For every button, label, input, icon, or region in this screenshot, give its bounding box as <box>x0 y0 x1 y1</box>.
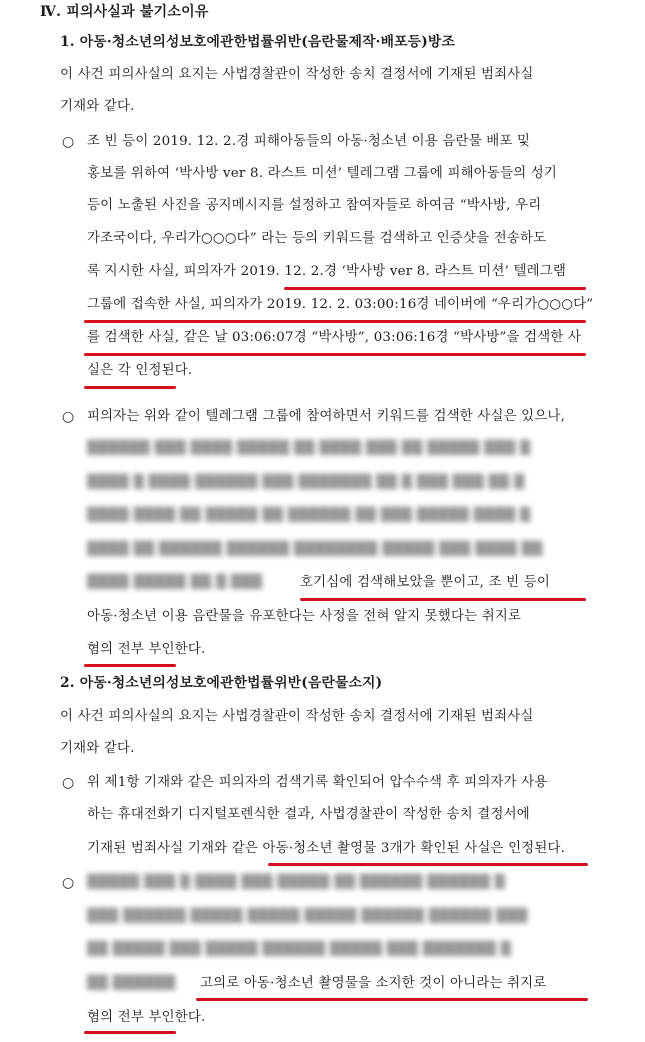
part1-a-line-8: 실은 각 인정된다. <box>87 363 193 378</box>
redacted-text: ▒▒▒▒ ▒▒ ▒▒▒▒▒▒ ▒▒▒▒▒▒ ▒▒▒▒▒▒▒▒ ▒▒▒▒▒ ▒▒▒ ▒▒▒▒ ▒▒ <box>87 542 543 557</box>
highlight-underline <box>84 664 176 667</box>
highlight-underline <box>84 386 176 389</box>
highlight-underline <box>284 287 586 290</box>
redacted-text: ▒▒▒▒ ▒▒▒▒ ▒▒ ▒▒▒▒▒ ▒▒ ▒▒▒▒▒▒ ▒▒ ▒▒▒ ▒▒▒▒▒ ▒▒▒▒ ▒ <box>87 508 531 523</box>
section-title: Ⅳ. 피의사실과 불기소이유 <box>40 4 209 20</box>
part1-a-line-7: 를 검색한 사실, 같은 날 03:06:07경 “박사방”, 03:06:16경 “박사방”을 검색한 사 <box>87 330 582 345</box>
part2-intro-line-2: 기재와 같다. <box>60 741 135 756</box>
redacted-text: ▒▒ ▒▒▒▒▒▒ <box>87 976 176 991</box>
redacted-text: ▒▒▒▒▒▒ ▒▒▒ ▒▒▒▒ ▒▒▒▒▒ ▒▒ ▒▒▒▒ ▒▒▒ ▒▒ ▒▒▒▒▒ ▒▒▒ ▒ <box>87 441 531 456</box>
part1-b-line-2: 호기심에 검색해보았을 뿐이고, 조 빈 등이 <box>300 575 551 590</box>
redacted-text: ▒▒▒▒ ▒ ▒▒▒▒ ▒▒▒▒▒▒ ▒▒▒ ▒▒▒▒▒▒▒ ▒▒ ▒ ▒▒▒ ▒▒▒ ▒▒ ▒ <box>87 475 525 490</box>
highlight-underline <box>268 863 588 866</box>
part1-a-line-4: 가조국이다, 우리가○○○다” 라는 등의 키워드를 검색하고 인증샷을 전송하도 <box>87 231 547 246</box>
redacted-text: ▒▒▒ ▒▒▒▒▒▒ ▒▒▒▒▒ ▒▒▒▒▒ ▒▒▒▒▒ ▒▒▒▒▒▒ ▒▒▒▒▒▒ ▒▒▒ <box>87 909 528 924</box>
part2-a-line-2: 하는 휴대전화기 디지털포렌식한 결과, 사법경찰관이 작성한 송치 결정서에 <box>87 807 530 822</box>
part1-heading: 1. 아동·청소년의성보호에관한법률위반(음란물제작·배포등)방조 <box>60 34 455 50</box>
part1-b-line-4: 혐의 전부 부인한다. <box>87 642 206 657</box>
highlight-underline <box>84 353 586 356</box>
part2-b-line-2: 혐의 전부 부인한다. <box>87 1010 206 1025</box>
part1-intro-line-1: 이 사건 피의사실의 요지는 사법경찰관이 작성한 송치 결정서에 기재된 범죄사실 <box>60 67 534 82</box>
bullet-marker: ○ <box>62 134 75 150</box>
bullet-marker: ○ <box>62 875 75 891</box>
redacted-text: ▒▒▒▒ ▒▒▒▒▒ ▒▒ ▒ ▒▒▒ <box>87 575 263 590</box>
part2-a-line-1: 위 제1항 기재와 같은 피의자의 검색기록 확인되어 압수수색 후 피의자가 사용 <box>87 775 548 790</box>
highlight-underline <box>84 320 586 323</box>
part1-a-line-2: 홍보를 위하여 ‘박사방 ver 8. 라스트 미션’ 텔레그램 그룹에 피해아동들의 성기 <box>87 166 558 181</box>
highlight-underline <box>300 598 586 601</box>
part1-b-line-3: 아동·청소년 이용 음란물을 유포한다는 사정을 전혀 알지 못했다는 취지로 <box>87 609 522 624</box>
highlight-underline <box>196 998 588 1001</box>
bullet-marker: ○ <box>62 775 75 791</box>
part1-a-line-5: 록 지시한 사실, 피의자가 2019. 12. 2.경 ‘박사방 ver 8. 라스트 미션’ 텔레그램 <box>87 264 567 279</box>
part1-intro-line-2: 기재와 같다. <box>60 99 135 114</box>
part2-b-line-1: 고의로 아동·청소년 촬영물을 소지한 것이 아니라는 취지로 <box>200 976 547 991</box>
redacted-text: ▒▒ ▒▒▒▒▒ ▒▒▒ ▒▒▒▒▒ ▒▒▒▒▒▒ ▒▒▒▒▒ ▒▒▒ ▒▒▒▒▒▒▒ ▒ <box>87 942 512 957</box>
part1-b-line-1: 피의자는 위와 같이 텔레그램 그룹에 참여하면서 키워드를 검색한 사실은 있으나, <box>87 409 566 424</box>
part2-intro-line-1: 이 사건 피의사실의 요지는 사법경찰관이 작성한 송치 결정서에 기재된 범죄사실 <box>60 709 534 724</box>
part1-a-line-1: 조 빈 등이 2019. 12. 2.경 피해아동들의 아동·청소년 이용 음란물 배포 및 <box>87 134 531 149</box>
part1-a-line-6: 그룹에 접속한 사실, 피의자가 2019. 12. 2. 03:00:16경 네이버에 “우리가○○○다” <box>87 297 594 312</box>
part1-a-line-3: 등이 노출된 사진을 공지메시지를 설정하고 참여자들로 하여금 “박사방, 우리 <box>87 198 542 213</box>
redacted-text: ▒▒▒▒▒ ▒▒▒ ▒ ▒▒▒▒ ▒▒▒ ▒▒▒▒▒ ▒▒ ▒▒▒▒▒▒ ▒▒▒▒▒▒ ▒ <box>87 875 506 890</box>
highlight-underline <box>84 1031 176 1034</box>
bullet-marker: ○ <box>62 409 75 425</box>
part2-heading: 2. 아동·청소년의성보호에관한법률위반(음란물소지) <box>60 675 383 691</box>
part2-a-line-3: 기재된 범죄사실 기재와 같은 아동·청소년 촬영물 3개가 확인된 사실은 인정된다. <box>87 841 566 856</box>
